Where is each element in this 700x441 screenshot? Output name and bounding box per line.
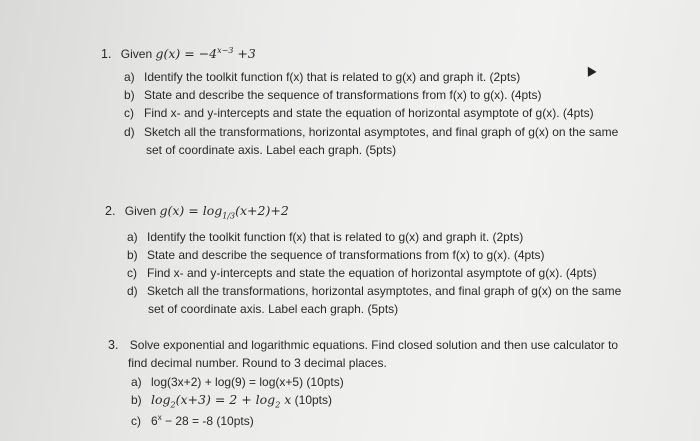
q3-part-a: a) log(3x+2) + log(9) = log(x+5) (10pts) (131, 375, 344, 389)
q2-part-d-cont: set of coordinate axis. Label each graph. (5pts) (148, 302, 399, 316)
q1-given: Given (120, 47, 153, 62)
q2-formula: $g(x) = \log_{1/3}(x+2)+2$ (159, 203, 289, 221)
q1-number: 1. (101, 47, 112, 62)
q2-part-c: c) Find x- and y-intercepts and state the equation of horizontal asymptote of g(x). (4pts) (127, 266, 597, 280)
q2-number: 2. (105, 204, 116, 218)
q1-part-d-cont: set of coordinate axis. Label each graph. (5pts) (146, 143, 397, 157)
q1-header (101, 44, 256, 61)
q2-header (105, 204, 289, 224)
q2-given: Given (124, 204, 157, 218)
q3-part-b: b) $\log_2(x+3) = 2 + \log_2 x$ (10pts) (131, 392, 332, 410)
q1-part-b: b) State and describe the sequence of transformations from f(x) to g(x). (4pts) (124, 88, 542, 102)
q2-part-a: a) Identify the toolkit function f(x) that is related to g(x) and graph it. (2pts) (127, 230, 524, 244)
q3-intro-1: Solve exponential and logarithmic equations. Find closed solution and then use calculator to (129, 338, 619, 352)
q1-part-c: c) Find x- and y-intercepts and state the equation of horizontal asymptote of g(x). (4pts) (124, 106, 594, 120)
q2-part-b: b) State and describe the sequence of transformations from f(x) to g(x). (4pts) (127, 248, 545, 262)
q3-number: 3. (108, 338, 119, 352)
q3-header (108, 338, 618, 352)
q1-formula: $g(x) = -4^{x-3} +3$ (155, 46, 256, 62)
q3-part-c: c) $6^x - 28 = -8$ (10pts) (131, 413, 254, 428)
q3-intro-2: find decimal number. Round to 3 decimal places. (128, 356, 387, 370)
q2-part-d: d) Sketch all the transformations, horizontal asymptotes, and final graph of g(x) on the same (127, 284, 622, 298)
mouse-cursor-icon (583, 64, 596, 77)
q1-part-d: d) Sketch all the transformations, horizontal asymptotes, and final graph of g(x) on the same (124, 125, 619, 139)
q1-part-a: a) Identify the toolkit function f(x) that is related to g(x) and graph it. (2pts) (124, 70, 521, 84)
